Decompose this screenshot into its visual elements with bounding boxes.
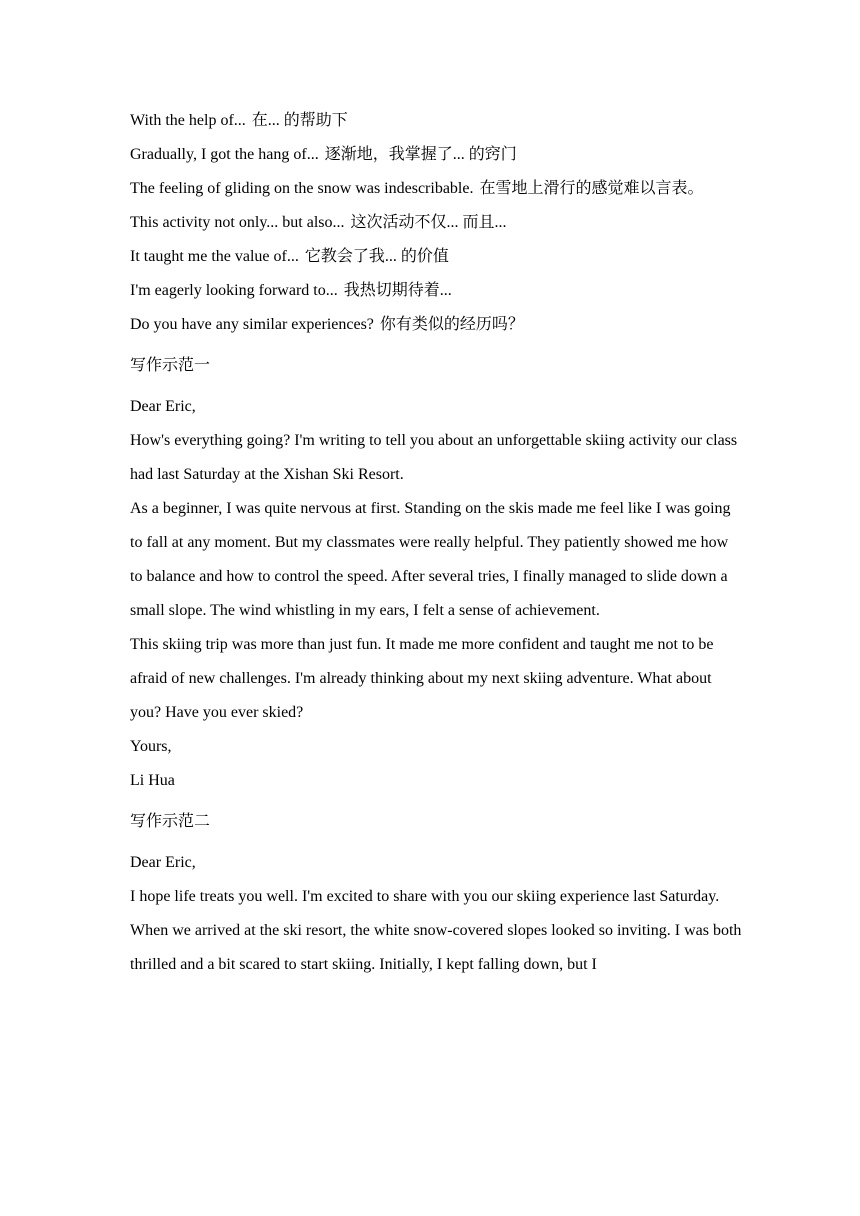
letter-closing: Yours, (130, 738, 172, 755)
phrase-chinese: 逐渐地，我掌握了... 的窍门 (324, 146, 517, 163)
sample-heading: 写作示范二 (130, 813, 211, 830)
phrase-item (130, 138, 742, 172)
letter-paragraph: As a beginner, I was quite nervous at first. Standing on the skis made me feel like I was going to fall at any moment. But my classmates were really helpful. They patiently showed me how to balance and how to control the speed. After several tries, I finally managed to slide down a small slope. The wind whistling in my ears, I felt a sense of achievement. (130, 500, 731, 619)
letter-paragraph: I hope life treats you well. I'm excited to share with you our skiing experience last Saturday. (130, 888, 720, 905)
phrase-english: This activity not only... but also... (130, 214, 345, 231)
letter-paragraph: When we arrived at the ski resort, the white snow-covered slopes looked so inviting. I was both thrilled and a bit scared to start skiing. Initially, I kept falling down, but I (130, 922, 742, 973)
phrase-chinese: 在... 的帮助下 (251, 112, 348, 129)
phrase-english: With the help of... (130, 112, 246, 129)
phrase-english: Do you have any similar experiences? (130, 316, 374, 333)
phrase-list (130, 104, 742, 342)
document-page (130, 104, 742, 982)
letter-paragraph: This skiing trip was more than just fun. It made me more confident and taught me not to be afraid of new challenges. I'm already thinking about my next skiing adventure. What about you? Have you ever skied? (130, 636, 714, 721)
phrase-item (130, 308, 742, 342)
phrase-item (130, 240, 742, 274)
phrase-item (130, 274, 742, 308)
phrase-english: It taught me the value of... (130, 248, 299, 265)
phrase-chinese: 在雪地上滑行的感觉难以言表。 (479, 180, 704, 197)
sample-heading: 写作示范一 (130, 357, 211, 374)
letter-signature: Li Hua (130, 772, 175, 789)
writing-sample-2 (130, 805, 742, 982)
letter-greeting: Dear Eric, (130, 398, 196, 415)
phrase-chinese: 它教会了我... 的价值 (304, 248, 449, 265)
letter-paragraph: How's everything going? I'm writing to tell you about an unforgettable skiing activity our class had last Saturday at the Xishan Ski Resort. (130, 432, 738, 483)
phrase-chinese: 我热切期待着... (343, 282, 452, 299)
phrase-item (130, 104, 742, 138)
phrase-chinese: 这次活动不仅... 而且... (350, 214, 507, 231)
phrase-english: The feeling of gliding on the snow was indescribable. (130, 180, 474, 197)
letter-greeting: Dear Eric, (130, 854, 196, 871)
phrase-item (130, 206, 742, 240)
phrase-english: Gradually, I got the hang of... (130, 146, 319, 163)
phrase-english: I'm eagerly looking forward to... (130, 282, 338, 299)
phrase-item (130, 172, 742, 206)
phrase-chinese: 你有类似的经历吗？ (379, 316, 524, 333)
writing-sample-1 (130, 349, 742, 798)
